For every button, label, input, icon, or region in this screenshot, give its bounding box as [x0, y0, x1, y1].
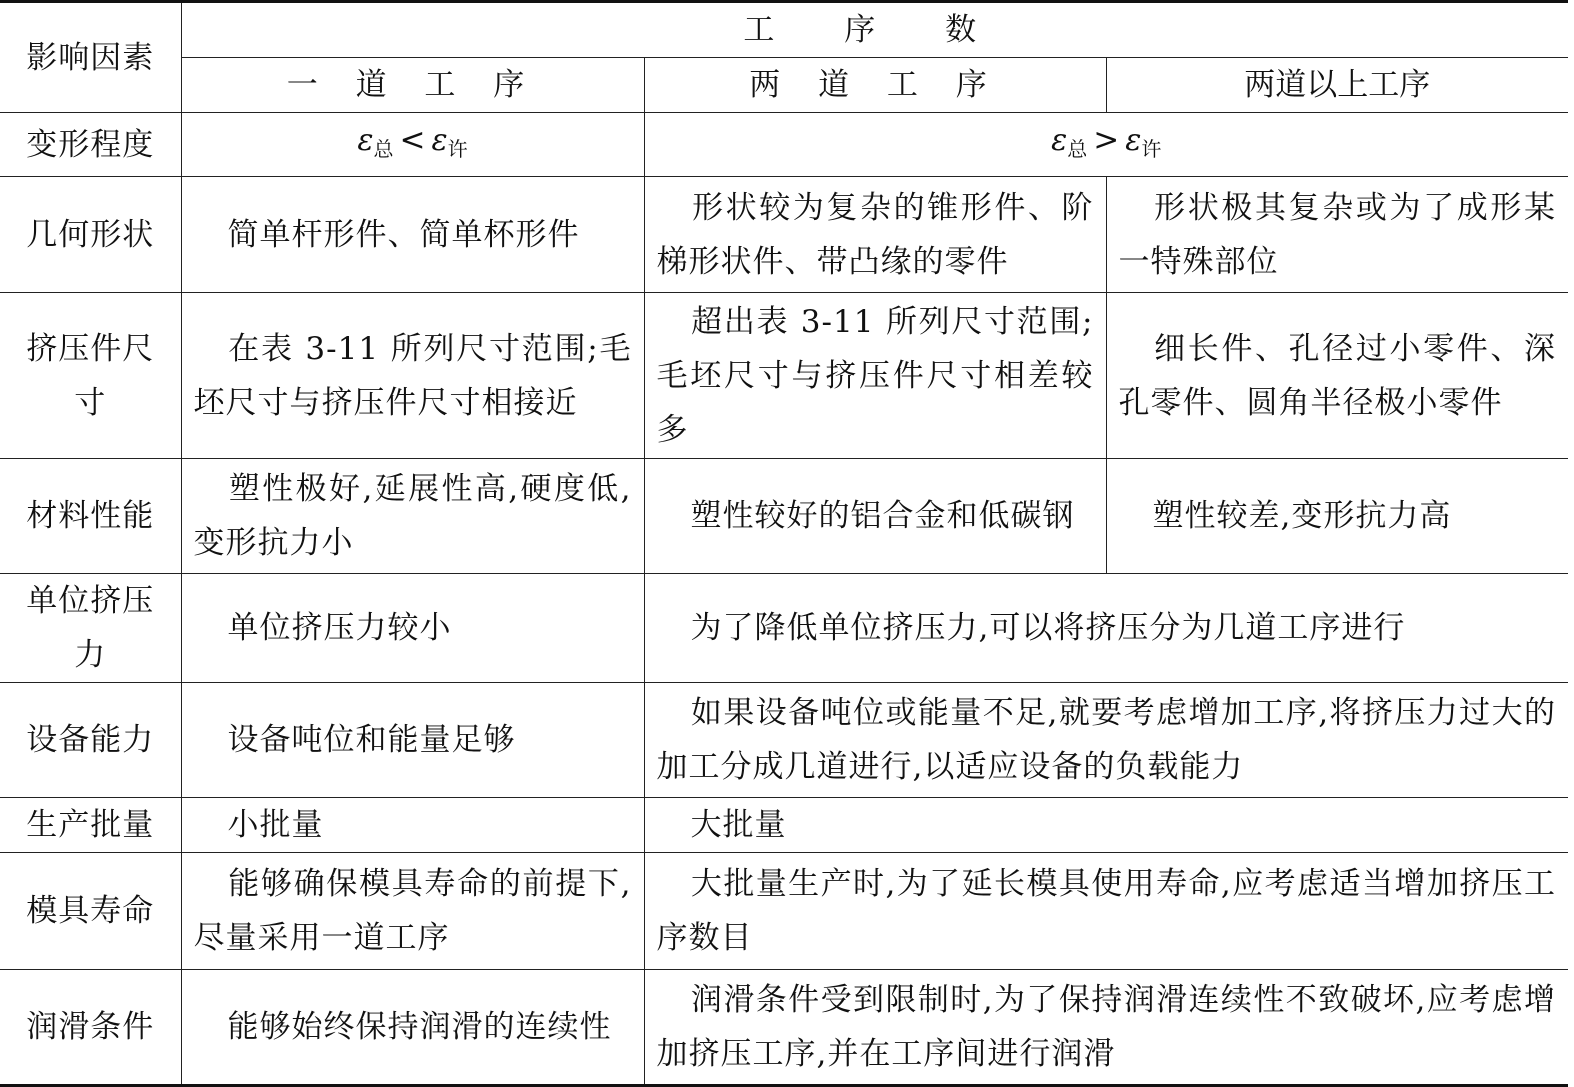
cell-multi: 如果设备吨位或能量不足,就要考虑增加工序,将挤压力过大的加工分成几道进行,以适应设备的负载能力 [644, 683, 1568, 798]
cell-more: 细长件、孔径过小零件、深孔零件、圆角半径极小零件 [1106, 293, 1568, 459]
cell-more: 形状极其复杂或为了成形某一特殊部位 [1106, 177, 1568, 293]
row-label: 设备能力 [0, 683, 181, 798]
cell-one: 能够确保模具寿命的前提下,尽量采用一道工序 [181, 853, 644, 970]
header-row-columns [0, 58, 1568, 113]
row-label: 模具寿命 [0, 853, 181, 970]
row-label: 变形程度 [0, 113, 181, 177]
cell-one: 塑性极好,延展性高,硬度低,变形抗力小 [181, 459, 644, 574]
table-row-deformation [0, 113, 1568, 177]
cell-one: 在表 3-11 所列尺寸范围;毛坯尺寸与挤压件尺寸相接近 [181, 293, 644, 459]
formula-one: $\varepsilon_总 < \varepsilon_许$ [181, 113, 644, 177]
cell-one: 能够始终保持润滑的连续性 [181, 970, 644, 1086]
cell-one: 设备吨位和能量足够 [181, 683, 644, 798]
row-label: 单位挤压力 [0, 574, 181, 683]
cell-multi: 润滑条件受到限制时,为了保持润滑连续性不致破坏,应考虑增加挤压工序,并在工序间进行润滑 [644, 970, 1568, 1086]
table-row-equipment [0, 683, 1568, 798]
row-label: 材料性能 [0, 459, 181, 574]
cell-multi: 大批量生产时,为了延长模具使用寿命,应考虑适当增加挤压工序数目 [644, 853, 1568, 970]
corner-header: 影响因素 [0, 2, 181, 113]
cell-one: 单位挤压力较小 [181, 574, 644, 683]
table-row-lubrication [0, 970, 1568, 1086]
cell-two: 超出表 3-11 所列尺寸范围;毛坯尺寸与挤压件尺寸相差较多 [644, 293, 1106, 459]
row-label: 生产批量 [0, 798, 181, 853]
row-label: 几何形状 [0, 177, 181, 293]
column-header-one: 一 道 工 序 [181, 58, 644, 113]
cell-two: 塑性较好的铝合金和低碳钢 [644, 459, 1106, 574]
column-header-two: 两 道 工 序 [644, 58, 1106, 113]
cell-more: 塑性较差,变形抗力高 [1106, 459, 1568, 574]
cell-one: 简单杆形件、简单杯形件 [181, 177, 644, 293]
group-header: 工 序 数 [181, 2, 1568, 58]
table-row-geometry [0, 177, 1568, 293]
cell-two: 形状较为复杂的锥形件、阶梯形状件、带凸缘的零件 [644, 177, 1106, 293]
formula-multi: $\varepsilon_总 > \varepsilon_许$ [644, 113, 1568, 177]
row-label: 润滑条件 [0, 970, 181, 1086]
table-row-pressure [0, 574, 1568, 683]
row-label: 挤压件尺寸 [0, 293, 181, 459]
cell-multi: 为了降低单位挤压力,可以将挤压分为几道工序进行 [644, 574, 1568, 683]
table-row-material [0, 459, 1568, 574]
column-header-more: 两道以上工序 [1106, 58, 1568, 113]
cell-one: 小批量 [181, 798, 644, 853]
table-row-batch [0, 798, 1568, 853]
header-row-group [0, 2, 1568, 58]
cell-multi: 大批量 [644, 798, 1568, 853]
table-row-size [0, 293, 1568, 459]
table-row-die-life [0, 853, 1568, 970]
